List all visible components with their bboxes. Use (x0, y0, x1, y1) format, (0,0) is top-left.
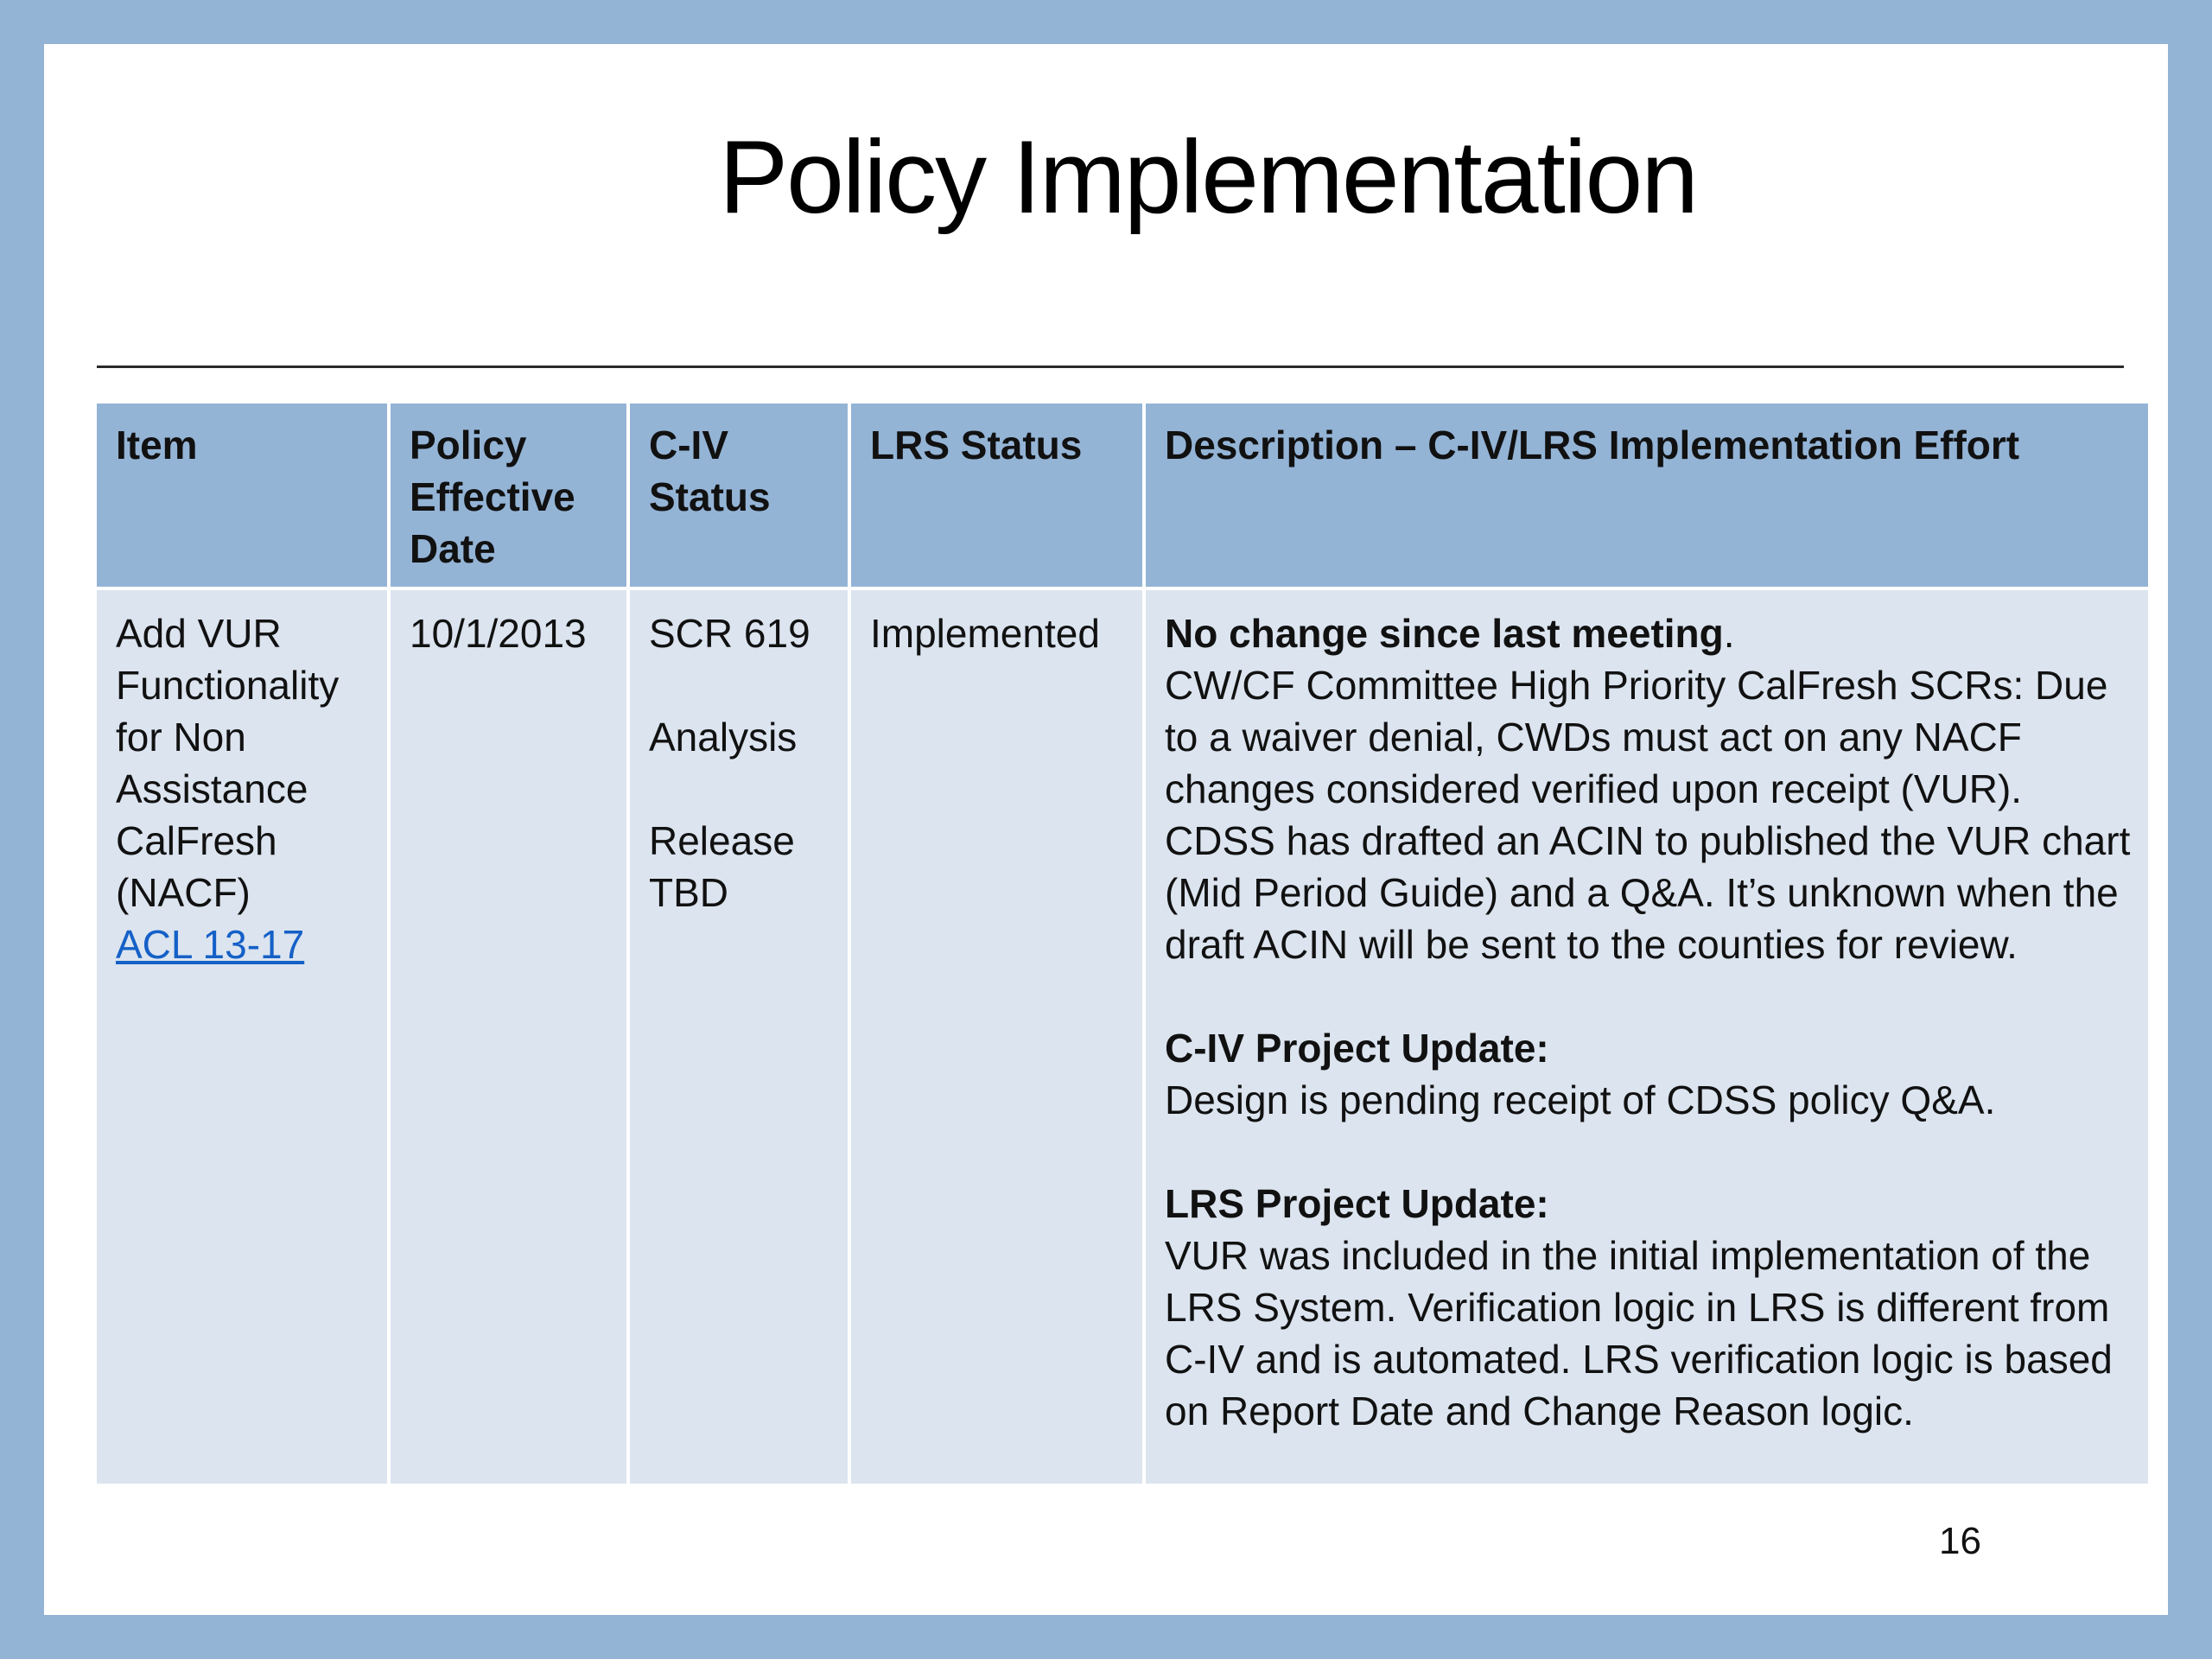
description-lead-suffix: . (1723, 611, 1735, 656)
civ-update-heading: C-IV Project Update: (1165, 1026, 1549, 1071)
header-description: Description – C-IV/LRS Implementation Effort (1144, 402, 2150, 588)
lrs-update-text: VUR was included in the initial implementation of the LRS System. Verification logic in LRS is different from C-IV and is automated. LRS verification logic is based on Report Date and Change Reason logic. (1165, 1233, 2113, 1433)
cell-lrs-status: Implemented (849, 588, 1144, 1485)
policy-table (93, 400, 2152, 1487)
header-item: Item (95, 402, 389, 588)
description-intro: CW/CF Committee High Priority CalFresh SCRs: Due to a waiver denial, CWDs must act on any NACF changes considered verified upon receipt (VUR). CDSS has drafted an ACIN to published the VUR chart (Mid Period Guide) and a Q&A. It’s unknown when the draft ACIN will be sent to the counties for review. (1165, 663, 2131, 967)
civ-update-text: Design is pending receipt of CDSS policy Q&A. (1165, 1077, 1996, 1122)
header-civ-status: C-IV Status (628, 402, 849, 588)
cell-policy-effective-date: 10/1/2013 (389, 588, 628, 1485)
slide-title: Policy Implementation (719, 119, 1697, 235)
title-divider (97, 365, 2124, 368)
cell-item (95, 588, 389, 1485)
civ-status-phase: Analysis (649, 715, 798, 760)
civ-status-release: Release TBD (649, 818, 795, 915)
header-lrs-status: LRS Status (849, 402, 1144, 588)
header-policy-effective-date: Policy Effective Date (389, 402, 628, 588)
table-row (95, 588, 2150, 1485)
table-header-row (95, 402, 2150, 588)
cell-civ-status (628, 588, 849, 1485)
civ-status-scr: SCR 619 (649, 611, 810, 656)
cell-description (1144, 588, 2150, 1485)
slide-page-number: 16 (1939, 1520, 1981, 1562)
item-text: Add VUR Functionality for Non Assistance CalFresh (NACF) (116, 611, 340, 915)
description-lead (1165, 607, 2131, 659)
slide (44, 44, 2168, 1615)
description-lead-bold: No change since last meeting (1165, 611, 1724, 656)
lrs-update-heading: LRS Project Update: (1165, 1181, 1549, 1226)
acl-link[interactable]: ACL 13-17 (116, 922, 305, 967)
